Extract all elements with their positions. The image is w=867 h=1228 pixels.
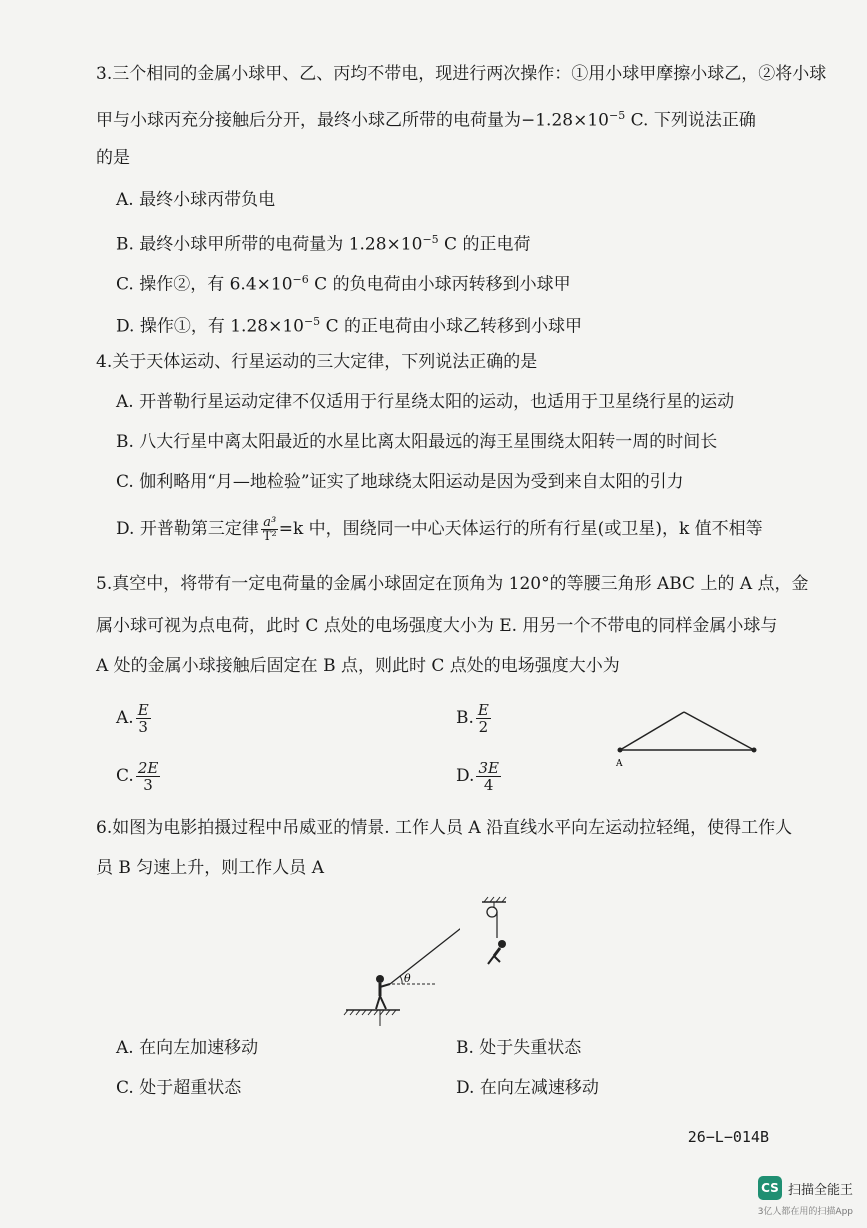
q5-option-c: C. $\frac{2E}{3}$: [116, 759, 159, 794]
rope: [390, 910, 460, 984]
q5-line1: 5.真空中，将带有一定电荷量的金属小球固定在顶角为 120°的等腰三角形 ABC 上的 A 点，金: [96, 574, 809, 594]
page-code: 26−L−014B: [687, 1128, 769, 1146]
q4-option-c: C. 伽利略用“月—地检验”证实了地球绕太阳运动是因为受到来自太阳的引力: [116, 472, 684, 492]
kepler-fraction: $\frac{\text{a³}}{\text{T²}}$: [262, 515, 277, 544]
wire-figure: [340, 892, 460, 1032]
q5-option-a: A. $\frac{E}{3}$: [116, 701, 149, 736]
worker-b-figure: [488, 940, 506, 964]
triangle-figure: [608, 704, 778, 774]
q3-line3: 的是: [96, 148, 130, 168]
q3-line2: 甲与小球丙充分接触后分开，最终小球乙所带的电荷量为$-1.28\times 10^{-5}$ C. 下列说法正确: [96, 109, 756, 131]
point-a-dot: [618, 748, 623, 753]
q6-option-c: C. 处于超重状态: [116, 1078, 242, 1098]
q5-option-d: D. $\frac{3E}{4}$: [456, 759, 499, 794]
q5-line2: 属小球可视为点电荷，此时 C 点处的电场强度大小为 E. 用另一个不带电的同样金属小球与: [96, 616, 778, 636]
q6-option-d: D. 在向左减速移动: [456, 1078, 599, 1098]
scanner-app-name: 扫描全能王: [787, 1182, 853, 1198]
camscanner-logo-icon: CS: [758, 1176, 782, 1200]
q6-line2: 员 B 匀速上升，则工作人员 A: [96, 858, 324, 878]
scanner-watermark: [758, 1176, 853, 1200]
theta-label: θ: [404, 972, 411, 985]
q3-option-b: B. 最终小球甲所带的电荷量为 $1.28\times 10^{-5}$ C 的正电荷: [116, 233, 531, 255]
q3-option-c: C. 操作②，有 $6.4\times 10^{-6}$ C 的负电荷由小球丙转移到小球甲: [116, 273, 571, 295]
q3-option-d: D. 操作①，有 $1.28\times 10^{-5}$ C 的正电荷由小球乙转移到小球甲: [116, 315, 583, 337]
q4-stem: 4.关于天体运动、行星运动的三大定律，下列说法正确的是: [96, 352, 538, 372]
q5-line3: A 处的金属小球接触后固定在 B 点，则此时 C 点处的电场强度大小为: [96, 656, 620, 676]
q4-option-d: D. 开普勒第三定律 $\frac{\text{a³}}{\text{T²}}$ =k 中，围绕同一中心天体运行的所有行星(或卫星)，k 值不相等: [116, 515, 763, 544]
pulley-icon: [487, 907, 497, 917]
worker-a-figure: [376, 975, 390, 1009]
point-a-label: A: [616, 759, 623, 769]
q6-option-a: A. 在向左加速移动: [116, 1038, 259, 1058]
q6-line1: 6.如图为电影拍摄过程中吊威亚的情景. 工作人员 A 沿直线水平向左运动拉轻绳，使得工作人: [96, 818, 793, 838]
scanner-tagline: 3亿人都在用的扫描App: [757, 1207, 853, 1217]
q4-option-a: A. 开普勒行星运动定律不仅适用于行星绕太阳的运动，也适用于卫星绕行星的运动: [116, 392, 735, 412]
q6-option-b: B. 处于失重状态: [456, 1038, 582, 1058]
q4-option-b: B. 八大行星中离太阳最近的水星比离太阳最远的海王星围绕太阳转一周的时间长: [116, 432, 718, 452]
q3-line1: 3.三个相同的金属小球甲、乙、丙均不带电，现进行两次操作：①用小球甲摩擦小球乙，②将小球: [96, 64, 827, 84]
q5-option-b: B. $\frac{E}{2}$: [456, 701, 489, 736]
pulley-figure: [470, 892, 530, 982]
q3-option-a: A. 最终小球丙带负电: [116, 190, 276, 210]
